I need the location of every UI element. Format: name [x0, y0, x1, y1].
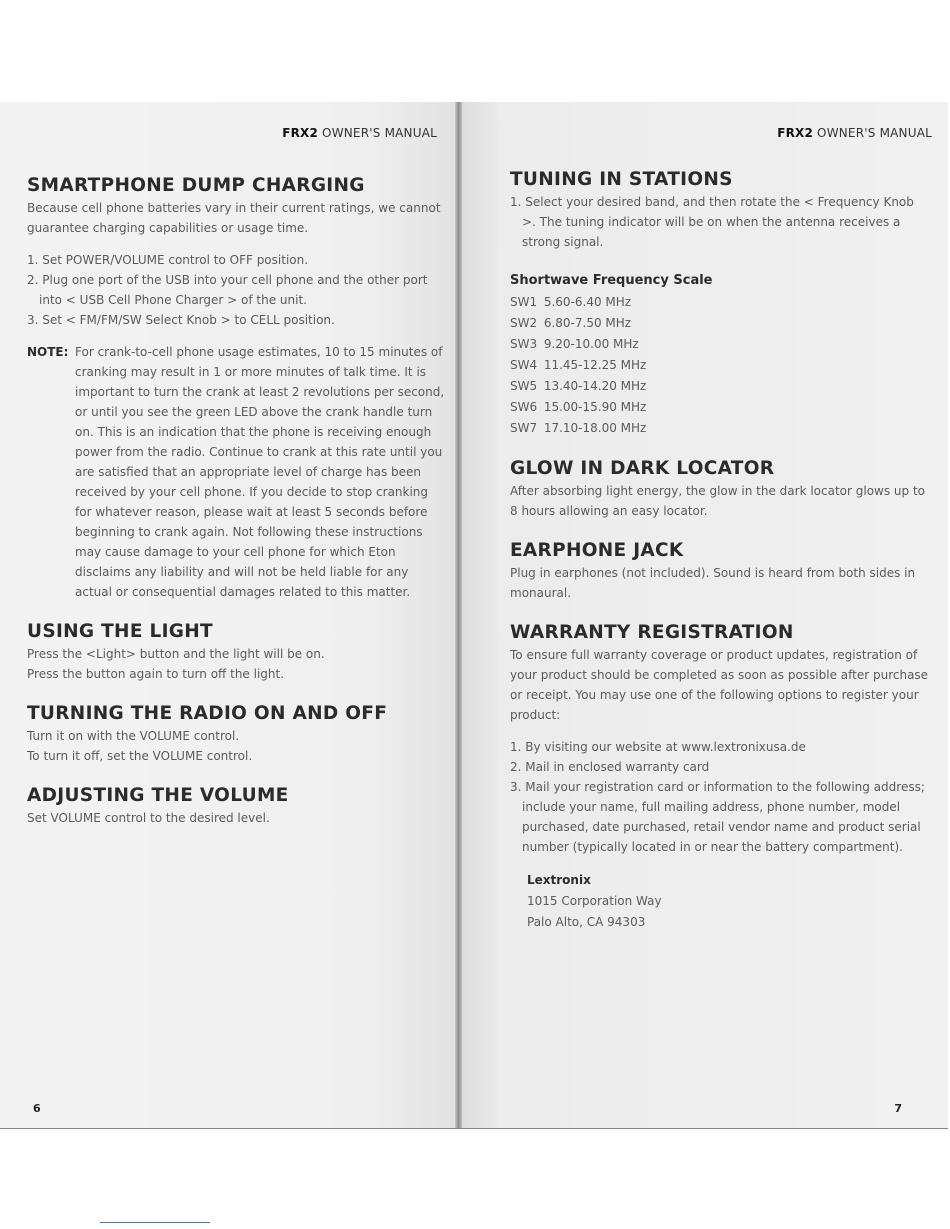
shortwave-row	[510, 313, 930, 334]
registration-options	[510, 737, 930, 857]
list-item: 2. Mail in enclosed warranty card	[510, 760, 710, 774]
paragraph: Press the <Light> button and the light will be on.	[27, 647, 325, 661]
company-name: Lextronix	[527, 873, 591, 887]
address-line: Palo Alto, CA 94303	[527, 915, 646, 929]
band-range: 15.00-15.90 MHz	[543, 400, 647, 414]
page-number-left: 6	[33, 1102, 41, 1115]
smartphone-charging-section	[27, 174, 447, 602]
mailing-address	[510, 869, 930, 933]
using-light-section	[27, 620, 447, 684]
section-heading: USING THE LIGHT	[27, 621, 213, 642]
running-head-model: FRX2	[282, 126, 319, 140]
address-line: 1015 Corporation Way	[527, 894, 662, 908]
running-head-right	[777, 126, 932, 140]
band-label: SW7	[510, 421, 538, 435]
band-range: 5.60-6.40 MHz	[543, 295, 632, 309]
band-label: SW6	[510, 400, 538, 414]
running-head-title: OWNER'S MANUAL	[318, 126, 437, 140]
glow-locator-section	[510, 457, 930, 521]
running-head-model: FRX2	[777, 126, 814, 140]
right-column	[510, 168, 930, 933]
band-label: SW3	[510, 337, 538, 351]
section-heading: GLOW IN DARK LOCATOR	[510, 458, 775, 479]
section-heading: SMARTPHONE DUMP CHARGING	[27, 175, 365, 196]
shortwave-row	[510, 397, 930, 418]
paragraph: Press the button again to turn off the light.	[27, 667, 285, 681]
adjusting-volume-section	[27, 784, 447, 828]
list-item: 1. Select your desired band, and then rotate the < Frequency Knob >. The tuning indicator will be on when the antenna receives a strong signal.	[510, 195, 914, 249]
shortwave-row	[510, 292, 930, 313]
paragraph: To turn it off, set the VOLUME control.	[27, 749, 253, 763]
band-range: 13.40-14.20 MHz	[543, 379, 647, 393]
section-heading: ADJUSTING THE VOLUME	[27, 785, 289, 806]
list-item: 2. Plug one port of the USB into your cell phone and the other port into < USB Cell Phone Charger > of the unit.	[27, 273, 428, 307]
paragraph: Plug in earphones (not included). Sound is heard from both sides in monaural.	[510, 566, 916, 600]
running-head-left	[282, 126, 437, 140]
section-heading: WARRANTY REGISTRATION	[510, 622, 794, 643]
band-label: SW5	[510, 379, 538, 393]
earphone-jack-section	[510, 539, 930, 603]
note-label: NOTE:	[27, 345, 69, 359]
link-underline	[100, 1222, 210, 1223]
left-column	[27, 174, 447, 828]
band-label: SW4	[510, 358, 538, 372]
band-range: 6.80-7.50 MHz	[543, 316, 632, 330]
section-intro: Because cell phone batteries vary in their current ratings, we cannot guarantee charging capabilities or usage time.	[27, 201, 441, 235]
paragraph: Set VOLUME control to the desired level.	[27, 811, 270, 825]
page-number-right: 7	[894, 1102, 902, 1115]
shortwave-row	[510, 355, 930, 376]
paragraph: After absorbing light energy, the glow in the dark locator glows up to 8 hours allowing an easy locator.	[510, 484, 926, 518]
list-item: 3. Mail your registration card or information to the following address; include your name, full mailing address, phone number, model purchased, date purchased, retail vendor name and product serial number (typically located in or near the battery compartment).	[510, 780, 925, 854]
manual-spread	[0, 102, 948, 1128]
section-heading: EARPHONE JACK	[510, 540, 684, 561]
band-range: 11.45-12.25 MHz	[543, 358, 647, 372]
tuning-section	[510, 168, 930, 252]
shortwave-heading: Shortwave Frequency Scale	[510, 273, 713, 288]
band-label: SW2	[510, 316, 538, 330]
warranty-registration-section	[510, 621, 930, 933]
band-range: 9.20-10.00 MHz	[543, 337, 639, 351]
band-range: 17.10-18.00 MHz	[543, 421, 647, 435]
bottom-rule	[0, 1128, 948, 1129]
shortwave-row	[510, 418, 930, 439]
section-intro: To ensure full warranty coverage or product updates, registration of your product should be completed as soon as possible after purchase or receipt. You may use one of the following options to register your product:	[510, 648, 929, 722]
page-gutter	[455, 102, 462, 1128]
note-text: For crank-to-cell phone usage estimates, 10 to 15 minutes of cranking may result in 1 or more minutes of talk time. It is important to turn the crank at least 2 revolutions per second, or until you see the green LED above the crank handle turn on. This is an indication that the phone is receiving enough power from the radio. Continue to crank at this rate until you are satisfied that an appropriate level of charge has been received by your cell phone. If you decide to stop cranking for whatever reason, please wait at least 5 seconds before beginning to crank again. Not following these instructions may cause damage to your cell phone for which Eton disclaims any liability and will not be held liable for any actual or consequential damages related to this matter.	[75, 345, 445, 599]
tuning-steps	[510, 192, 930, 252]
shortwave-scale-section	[510, 270, 930, 439]
right-page	[462, 102, 948, 1128]
charging-steps	[27, 250, 447, 330]
radio-on-off-section	[27, 702, 447, 766]
band-label: SW1	[510, 295, 538, 309]
shortwave-row	[510, 376, 930, 397]
paragraph: Turn it on with the VOLUME control.	[27, 729, 240, 743]
section-heading: TUNING IN STATIONS	[510, 169, 733, 190]
list-item: 3. Set < FM/FM/SW Select Knob > to CELL position.	[27, 313, 335, 327]
list-item: 1. Set POWER/VOLUME control to OFF position.	[27, 253, 309, 267]
shortwave-row	[510, 334, 930, 355]
left-page	[0, 102, 455, 1128]
list-item: 1. By visiting our website at www.lextronixusa.de	[510, 740, 806, 754]
note-block	[27, 342, 447, 602]
section-heading: TURNING THE RADIO ON AND OFF	[27, 703, 388, 724]
running-head-title: OWNER'S MANUAL	[813, 126, 932, 140]
